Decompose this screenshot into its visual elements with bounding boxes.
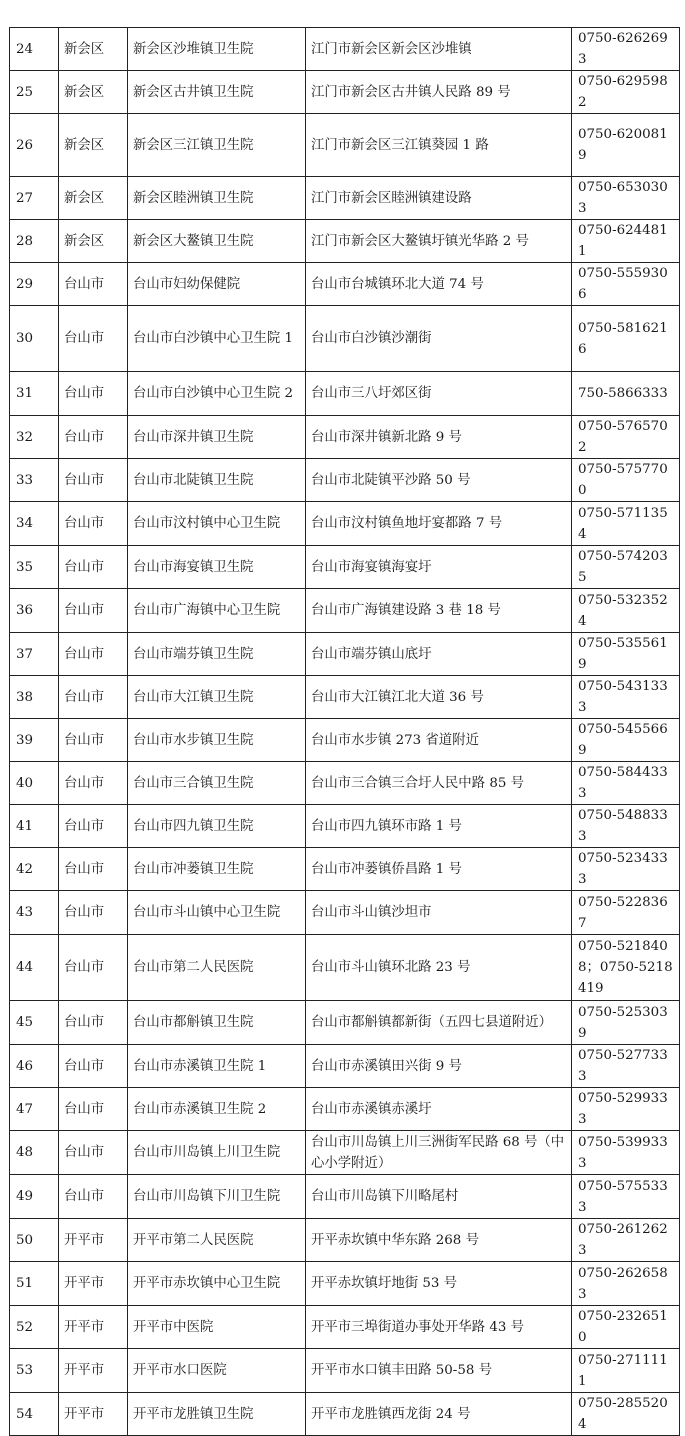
district-cell: 开平市	[59, 1219, 128, 1262]
table-row	[10, 848, 680, 891]
table-row	[10, 372, 680, 416]
address-cell: 开平赤坎镇中华东路 268 号	[306, 1219, 572, 1262]
address-cell: 开平市水口镇丰田路 50-58 号	[306, 1349, 572, 1393]
facility-name-cell: 台山市斗山镇中心卫生院	[128, 891, 306, 935]
table-row	[10, 1045, 680, 1088]
address-cell: 江门市新会区三江镇葵园 1 路	[306, 114, 572, 177]
row-number-cell: 24	[10, 28, 59, 71]
address-cell: 台山市斗山镇环北路 23 号	[306, 935, 572, 1001]
row-number-cell: 37	[10, 633, 59, 676]
phone-cell: 0750-5431333	[572, 676, 680, 719]
table-body	[10, 28, 680, 1436]
facility-name-cell: 台山市端芬镇卫生院	[128, 633, 306, 676]
district-cell: 开平市	[59, 1306, 128, 1349]
row-number-cell: 42	[10, 848, 59, 891]
phone-cell: 0750-2626583	[572, 1262, 680, 1306]
row-number-cell: 52	[10, 1306, 59, 1349]
row-number-cell: 34	[10, 502, 59, 546]
district-cell: 新会区	[59, 28, 128, 71]
phone-cell: 0750-5253039	[572, 1001, 680, 1045]
address-cell: 台山市海宴镇海宴圩	[306, 546, 572, 589]
phone-cell: 0750-5355619	[572, 633, 680, 676]
row-number-cell: 45	[10, 1001, 59, 1045]
address-cell: 台山市斗山镇沙坦市	[306, 891, 572, 935]
row-number-cell: 48	[10, 1131, 59, 1175]
phone-cell: 0750-5488333	[572, 805, 680, 848]
phone-cell: 0750-5755333	[572, 1175, 680, 1219]
address-cell: 台山市北陡镇平沙路 50 号	[306, 459, 572, 502]
phone-cell: 0750-5816216	[572, 306, 680, 372]
facility-name-cell: 台山市大江镇卫生院	[128, 676, 306, 719]
phone-cell: 0750-5399333	[572, 1131, 680, 1175]
row-number-cell: 41	[10, 805, 59, 848]
phone-cell: 0750-6530303	[572, 177, 680, 220]
address-cell: 江门市新会区大鳌镇圩镇光华路 2 号	[306, 220, 572, 263]
table-row	[10, 891, 680, 935]
table-row	[10, 459, 680, 502]
table-row	[10, 306, 680, 372]
facility-name-cell: 开平市水口医院	[128, 1349, 306, 1393]
table-row	[10, 502, 680, 546]
address-cell: 台山市川岛镇上川三洲街军民路 68 号（中心小学附近）	[306, 1131, 572, 1175]
facility-name-cell: 台山市海宴镇卫生院	[128, 546, 306, 589]
district-cell: 台山市	[59, 633, 128, 676]
address-cell: 开平市龙胜镇西龙街 24 号	[306, 1393, 572, 1436]
row-number-cell: 51	[10, 1262, 59, 1306]
phone-cell: 0750-5844333	[572, 762, 680, 805]
table-row	[10, 1393, 680, 1436]
phone-cell: 0750-5742035	[572, 546, 680, 589]
district-cell: 台山市	[59, 805, 128, 848]
row-number-cell: 25	[10, 71, 59, 114]
table-row	[10, 719, 680, 762]
table-row	[10, 805, 680, 848]
table-row	[10, 1088, 680, 1131]
facility-name-cell: 台山市川岛镇上川卫生院	[128, 1131, 306, 1175]
table-row	[10, 416, 680, 459]
table-row	[10, 71, 680, 114]
district-cell: 台山市	[59, 546, 128, 589]
table-row	[10, 1306, 680, 1349]
facility-name-cell: 台山市冲蒌镇卫生院	[128, 848, 306, 891]
row-number-cell: 46	[10, 1045, 59, 1088]
district-cell: 新会区	[59, 114, 128, 177]
phone-cell: 0750-5765702	[572, 416, 680, 459]
phone-cell: 0750-2326510	[572, 1306, 680, 1349]
address-cell: 台山市白沙镇沙潮街	[306, 306, 572, 372]
facility-name-cell: 台山市广海镇中心卫生院	[128, 589, 306, 633]
row-number-cell: 40	[10, 762, 59, 805]
table-row	[10, 1175, 680, 1219]
phone-cell: 0750-6295982	[572, 71, 680, 114]
facility-name-cell: 台山市第二人民医院	[128, 935, 306, 1001]
facility-name-cell: 台山市水步镇卫生院	[128, 719, 306, 762]
address-cell: 江门市新会区新会区沙堆镇	[306, 28, 572, 71]
address-cell: 台山市水步镇 273 省道附近	[306, 719, 572, 762]
address-cell: 台山市台城镇环北大道 74 号	[306, 263, 572, 306]
table-row	[10, 220, 680, 263]
row-number-cell: 35	[10, 546, 59, 589]
phone-cell: 0750-5711354	[572, 502, 680, 546]
address-cell: 台山市都斛镇都新街（五四七县道附近）	[306, 1001, 572, 1045]
table-row	[10, 589, 680, 633]
phone-cell: 0750-2711111	[572, 1349, 680, 1393]
facility-name-cell: 新会区古井镇卫生院	[128, 71, 306, 114]
district-cell: 台山市	[59, 719, 128, 762]
phone-cell: 0750-5757700	[572, 459, 680, 502]
phone-cell: 0750-6262693	[572, 28, 680, 71]
district-cell: 台山市	[59, 1131, 128, 1175]
row-number-cell: 28	[10, 220, 59, 263]
row-number-cell: 33	[10, 459, 59, 502]
phone-cell: 0750-5228367	[572, 891, 680, 935]
district-cell: 台山市	[59, 1045, 128, 1088]
table-row	[10, 1219, 680, 1262]
address-cell: 台山市赤溪镇田兴街 9 号	[306, 1045, 572, 1088]
row-number-cell: 31	[10, 372, 59, 416]
district-cell: 台山市	[59, 459, 128, 502]
district-cell: 台山市	[59, 306, 128, 372]
row-number-cell: 54	[10, 1393, 59, 1436]
table-row	[10, 762, 680, 805]
table-row	[10, 1262, 680, 1306]
facility-name-cell: 开平市中医院	[128, 1306, 306, 1349]
hospital-table-container	[9, 27, 679, 1436]
address-cell: 台山市四九镇环市路 1 号	[306, 805, 572, 848]
address-cell: 台山市冲蒌镇侨昌路 1 号	[306, 848, 572, 891]
row-number-cell: 53	[10, 1349, 59, 1393]
facility-name-cell: 开平市赤坎镇中心卫生院	[128, 1262, 306, 1306]
facility-name-cell: 新会区沙堆镇卫生院	[128, 28, 306, 71]
row-number-cell: 39	[10, 719, 59, 762]
row-number-cell: 32	[10, 416, 59, 459]
district-cell: 台山市	[59, 762, 128, 805]
district-cell: 新会区	[59, 220, 128, 263]
phone-cell: 0750-5277333	[572, 1045, 680, 1088]
district-cell: 台山市	[59, 1088, 128, 1131]
address-cell: 江门市新会区古井镇人民路 89 号	[306, 71, 572, 114]
district-cell: 台山市	[59, 502, 128, 546]
facility-name-cell: 台山市深井镇卫生院	[128, 416, 306, 459]
address-cell: 台山市汶村镇鱼地圩宴都路 7 号	[306, 502, 572, 546]
table-row	[10, 28, 680, 71]
address-cell: 台山市广海镇建设路 3 巷 18 号	[306, 589, 572, 633]
facility-name-cell: 台山市白沙镇中心卫生院 2	[128, 372, 306, 416]
row-number-cell: 43	[10, 891, 59, 935]
address-cell: 开平赤坎镇圩地街 53 号	[306, 1262, 572, 1306]
table-row	[10, 676, 680, 719]
phone-cell: 0750-2612623	[572, 1219, 680, 1262]
table-row	[10, 263, 680, 306]
district-cell: 台山市	[59, 1175, 128, 1219]
district-cell: 台山市	[59, 589, 128, 633]
facility-name-cell: 台山市三合镇卫生院	[128, 762, 306, 805]
facility-name-cell: 台山市妇幼保健院	[128, 263, 306, 306]
table-row	[10, 1001, 680, 1045]
facility-name-cell: 台山市赤溪镇卫生院 2	[128, 1088, 306, 1131]
phone-cell: 0750-5323524	[572, 589, 680, 633]
district-cell: 台山市	[59, 891, 128, 935]
facility-name-cell: 台山市四九镇卫生院	[128, 805, 306, 848]
phone-cell: 0750-5455669	[572, 719, 680, 762]
phone-cell: 0750-2855204	[572, 1393, 680, 1436]
address-cell: 台山市大江镇江北大道 36 号	[306, 676, 572, 719]
row-number-cell: 36	[10, 589, 59, 633]
address-cell: 台山市川岛镇下川略尾村	[306, 1175, 572, 1219]
phone-cell: 0750-6244811	[572, 220, 680, 263]
address-cell: 台山市深井镇新北路 9 号	[306, 416, 572, 459]
district-cell: 台山市	[59, 416, 128, 459]
table-row	[10, 1349, 680, 1393]
facility-name-cell: 台山市都斛镇卫生院	[128, 1001, 306, 1045]
row-number-cell: 30	[10, 306, 59, 372]
district-cell: 开平市	[59, 1393, 128, 1436]
hospital-table	[9, 27, 680, 1436]
district-cell: 台山市	[59, 676, 128, 719]
facility-name-cell: 台山市川岛镇下川卫生院	[128, 1175, 306, 1219]
district-cell: 开平市	[59, 1349, 128, 1393]
phone-cell: 0750-5559306	[572, 263, 680, 306]
row-number-cell: 44	[10, 935, 59, 1001]
facility-name-cell: 台山市白沙镇中心卫生院 1	[128, 306, 306, 372]
district-cell: 台山市	[59, 935, 128, 1001]
row-number-cell: 47	[10, 1088, 59, 1131]
phone-cell: 0750-5218408；0750-5218419	[572, 935, 680, 1001]
row-number-cell: 26	[10, 114, 59, 177]
phone-cell: 750-5866333	[572, 372, 680, 416]
table-row	[10, 114, 680, 177]
facility-name-cell: 新会区三江镇卫生院	[128, 114, 306, 177]
facility-name-cell: 台山市北陡镇卫生院	[128, 459, 306, 502]
facility-name-cell: 开平市龙胜镇卫生院	[128, 1393, 306, 1436]
row-number-cell: 29	[10, 263, 59, 306]
row-number-cell: 27	[10, 177, 59, 220]
row-number-cell: 49	[10, 1175, 59, 1219]
address-cell: 江门市新会区睦洲镇建设路	[306, 177, 572, 220]
facility-name-cell: 新会区大鳌镇卫生院	[128, 220, 306, 263]
table-row	[10, 633, 680, 676]
table-row	[10, 935, 680, 1001]
row-number-cell: 38	[10, 676, 59, 719]
address-cell: 开平市三埠街道办事处开华路 43 号	[306, 1306, 572, 1349]
address-cell: 台山市端芬镇山底圩	[306, 633, 572, 676]
facility-name-cell: 台山市赤溪镇卫生院 1	[128, 1045, 306, 1088]
district-cell: 台山市	[59, 372, 128, 416]
district-cell: 台山市	[59, 263, 128, 306]
row-number-cell: 50	[10, 1219, 59, 1262]
table-row	[10, 546, 680, 589]
district-cell: 新会区	[59, 177, 128, 220]
district-cell: 台山市	[59, 848, 128, 891]
address-cell: 台山市赤溪镇赤溪圩	[306, 1088, 572, 1131]
table-row	[10, 177, 680, 220]
district-cell: 新会区	[59, 71, 128, 114]
address-cell: 台山市三合镇三合圩人民中路 85 号	[306, 762, 572, 805]
facility-name-cell: 台山市汶村镇中心卫生院	[128, 502, 306, 546]
phone-cell: 0750-5234333	[572, 848, 680, 891]
phone-cell: 0750-6200819	[572, 114, 680, 177]
district-cell: 开平市	[59, 1262, 128, 1306]
facility-name-cell: 开平市第二人民医院	[128, 1219, 306, 1262]
facility-name-cell: 新会区睦洲镇卫生院	[128, 177, 306, 220]
district-cell: 台山市	[59, 1001, 128, 1045]
phone-cell: 0750-5299333	[572, 1088, 680, 1131]
address-cell: 台山市三八圩郊区街	[306, 372, 572, 416]
table-row	[10, 1131, 680, 1175]
